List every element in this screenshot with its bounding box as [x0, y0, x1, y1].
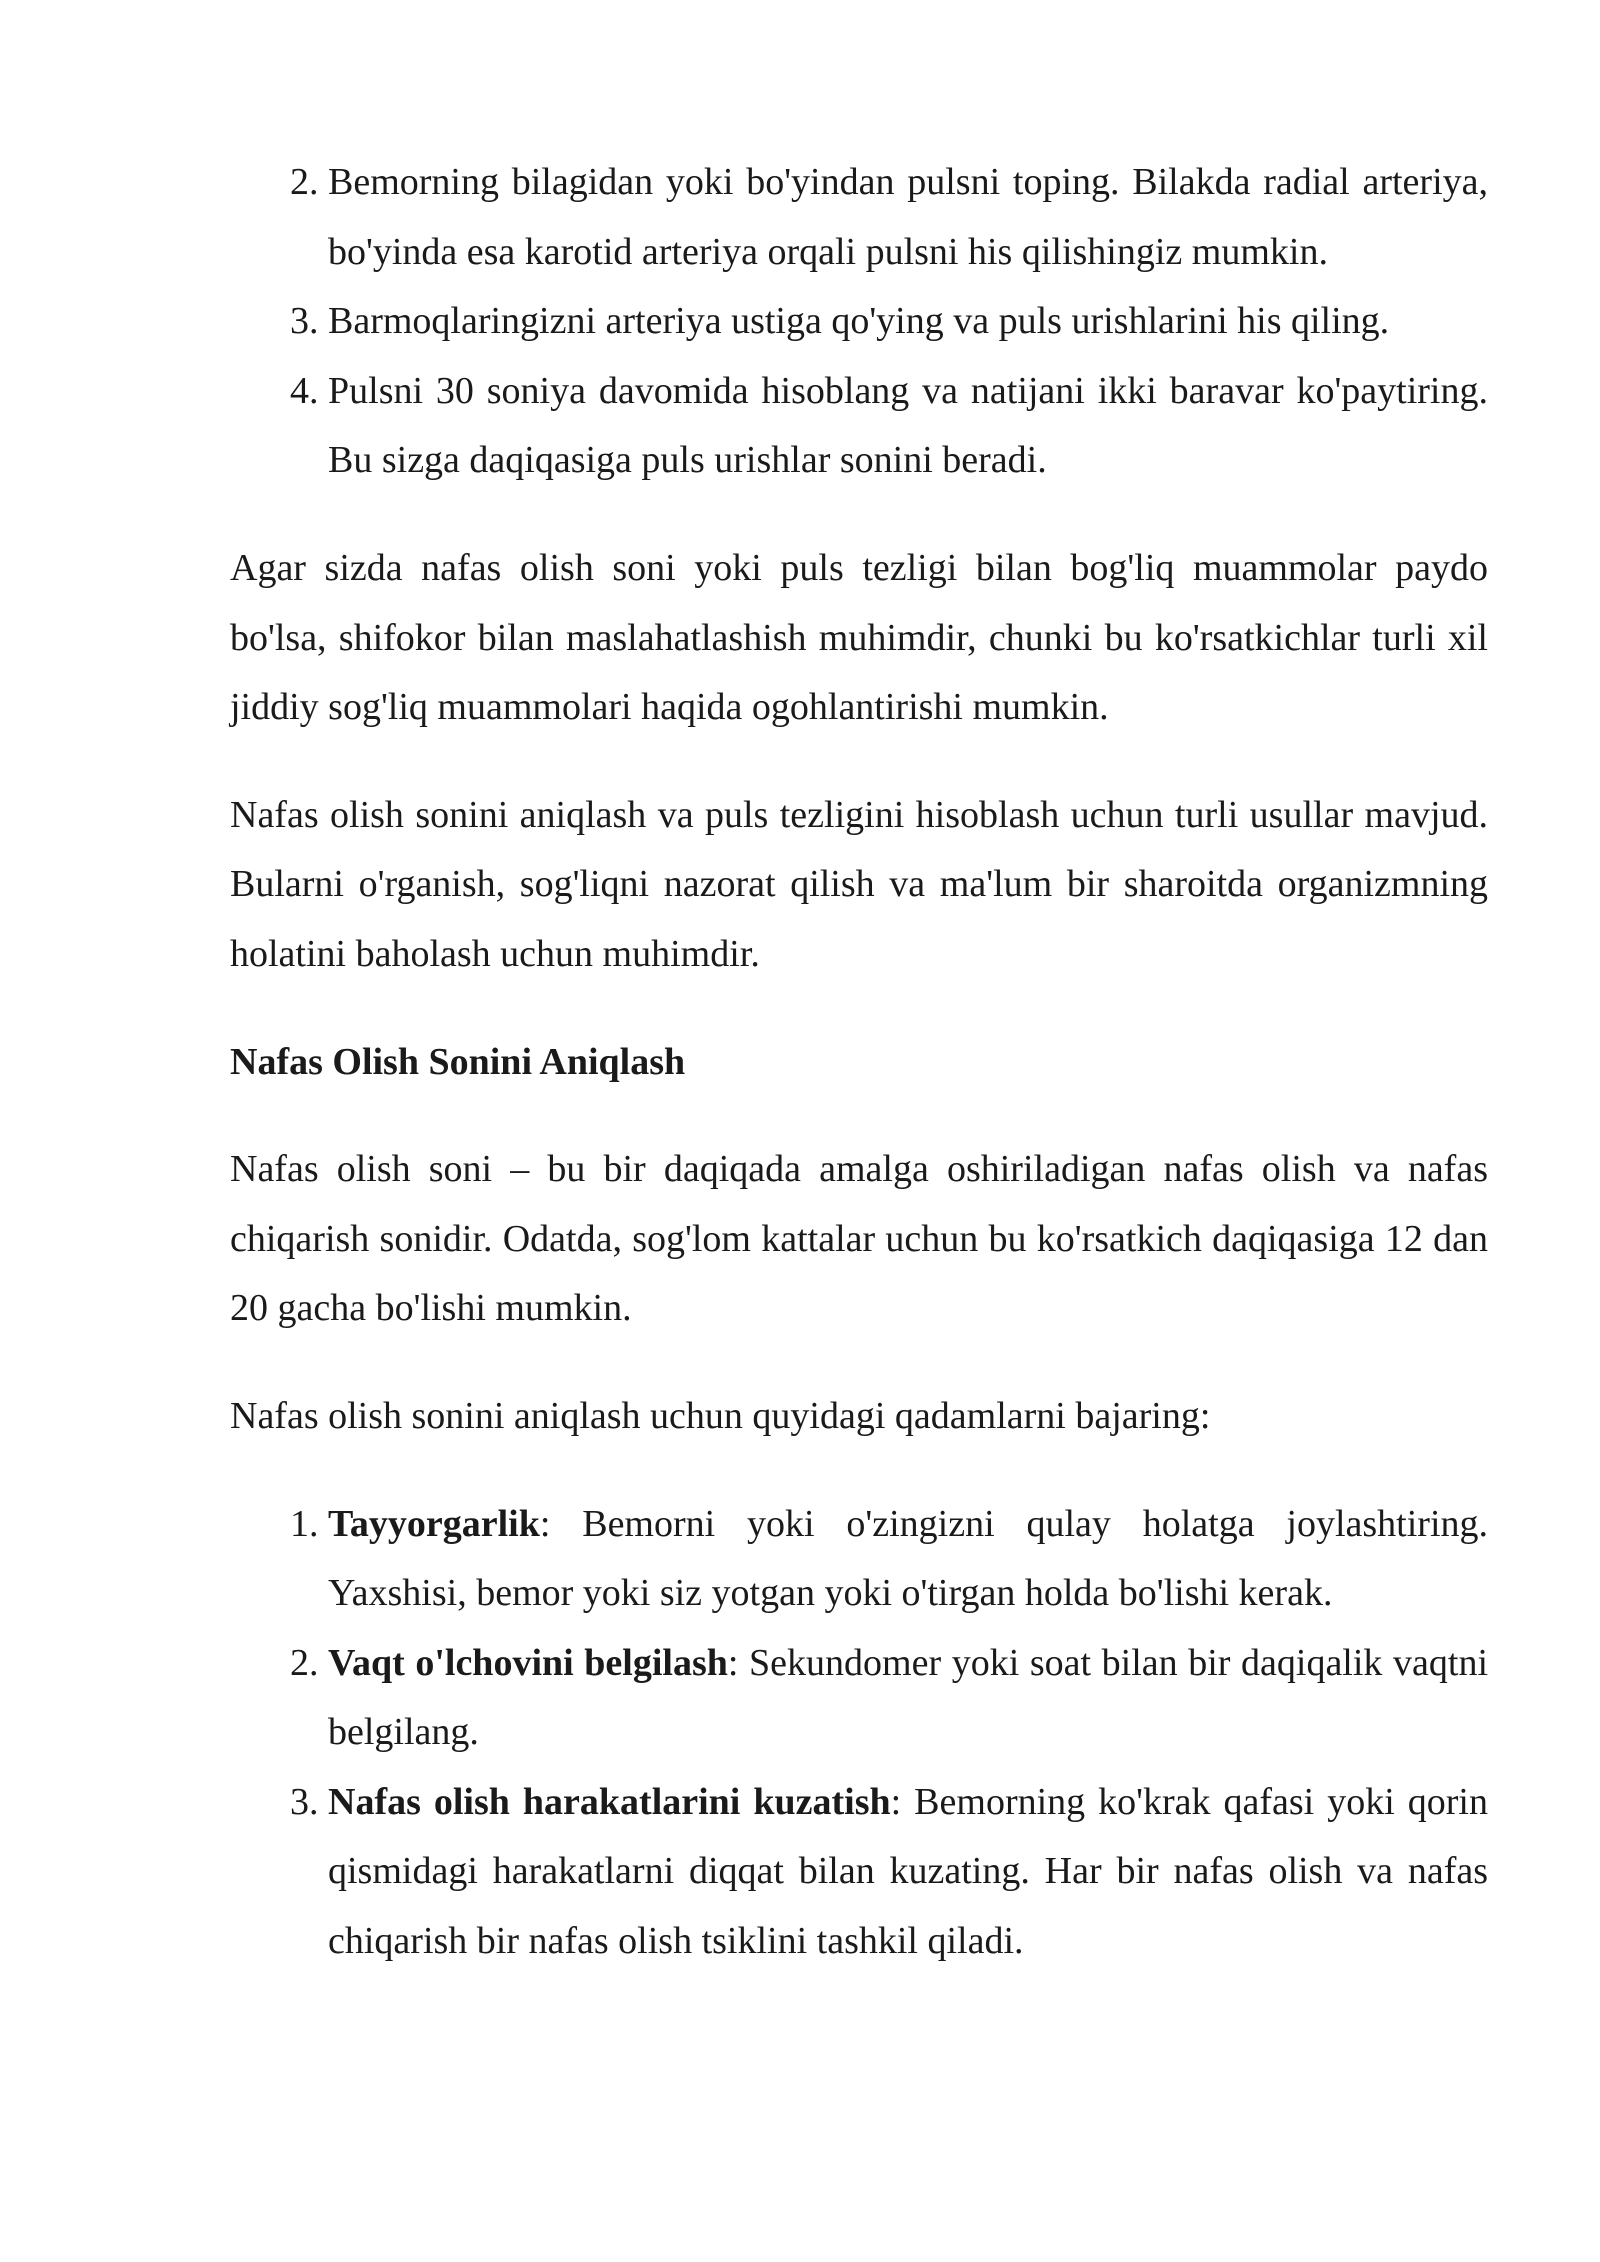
list-item [328, 1490, 1488, 1629]
step-text: : Bemorning ko'krak qafasi yoki qorin qismidagi harakatlarni diqqat bilan kuzating. Har bir nafas olish va nafas chiqarish bir nafas olish tsiklini tashkil qiladi. [328, 1780, 1488, 1963]
paragraph-methods: Nafas olish sonini aniqlash va puls tezligini hisoblash uchun turli usullar mavjud. Bularni o'rganish, sog'liqni nazorat qilish va ma'lum bir sharoitda organizmning holatini baholash uchun muhimdir. [230, 793, 1488, 975]
paragraph-doctor-advice: Agar sizda nafas olish soni yoki puls tezligi bilan bog'liq muammolar paydo bo'lsa, shifokor bilan maslahatlashish muhimdir, chunki bu ko'rsatkichlar turli xil jiddiy sog'liq muammolari haqida ogohlantirishi mumkin. [230, 546, 1488, 729]
section-heading: Nafas Olish Sonini Aniqlash [230, 1040, 686, 1083]
list-item: 2. Bemorning bilagidan yoki bo'yindan pulsni toping. Bilakda radial arteriya, bo'yinda esa karotid arteriya orqali pulsni his qilishingiz mumkin. [328, 148, 1488, 287]
list-item: 3. Barmoqlaringizni arteriya ustiga qo'ying va puls urishlarini his qiling. [328, 287, 1488, 357]
breathing-steps-list [230, 1490, 1488, 1977]
step-text: : Sekundomer yoki soat bilan bir daqiqalik vaqtni belgilang. [328, 1641, 1488, 1754]
step-term: Nafas olish harakatlarini kuzatish [328, 1780, 891, 1823]
list-item: 4. Pulsni 30 soniya davomida hisoblang va natijani ikki baravar ko'paytiring. Bu sizga daqiqasiga puls urishlar sonini beradi. [328, 357, 1488, 496]
step-term: Vaqt o'lchovini belgilash [328, 1641, 728, 1684]
list-item [328, 1768, 1488, 1977]
list-item [328, 1629, 1488, 1768]
paragraph-steps-intro: Nafas olish sonini aniqlash uchun quyidagi qadamlarni bajaring: [230, 1394, 1211, 1437]
document-page [230, 148, 1488, 1977]
step-text: : Bemorni yoki o'zingizni qulay holatga joylashtiring. Yaxshisi, bemor yoki siz yotgan yoki o'tirgan holda bo'lishi kerak. [328, 1502, 1488, 1615]
step-term: Tayyorgarlik [328, 1502, 540, 1545]
pulse-steps-list [230, 148, 1488, 496]
paragraph-definition: Nafas olish soni – bu bir daqiqada amalga oshiriladigan nafas olish va nafas chiqarish sonidir. Odatda, sog'lom kattalar uchun bu ko'rsatkich daqiqasiga 12 dan 20 gacha bo'lishi mumkin. [230, 1148, 1488, 1330]
